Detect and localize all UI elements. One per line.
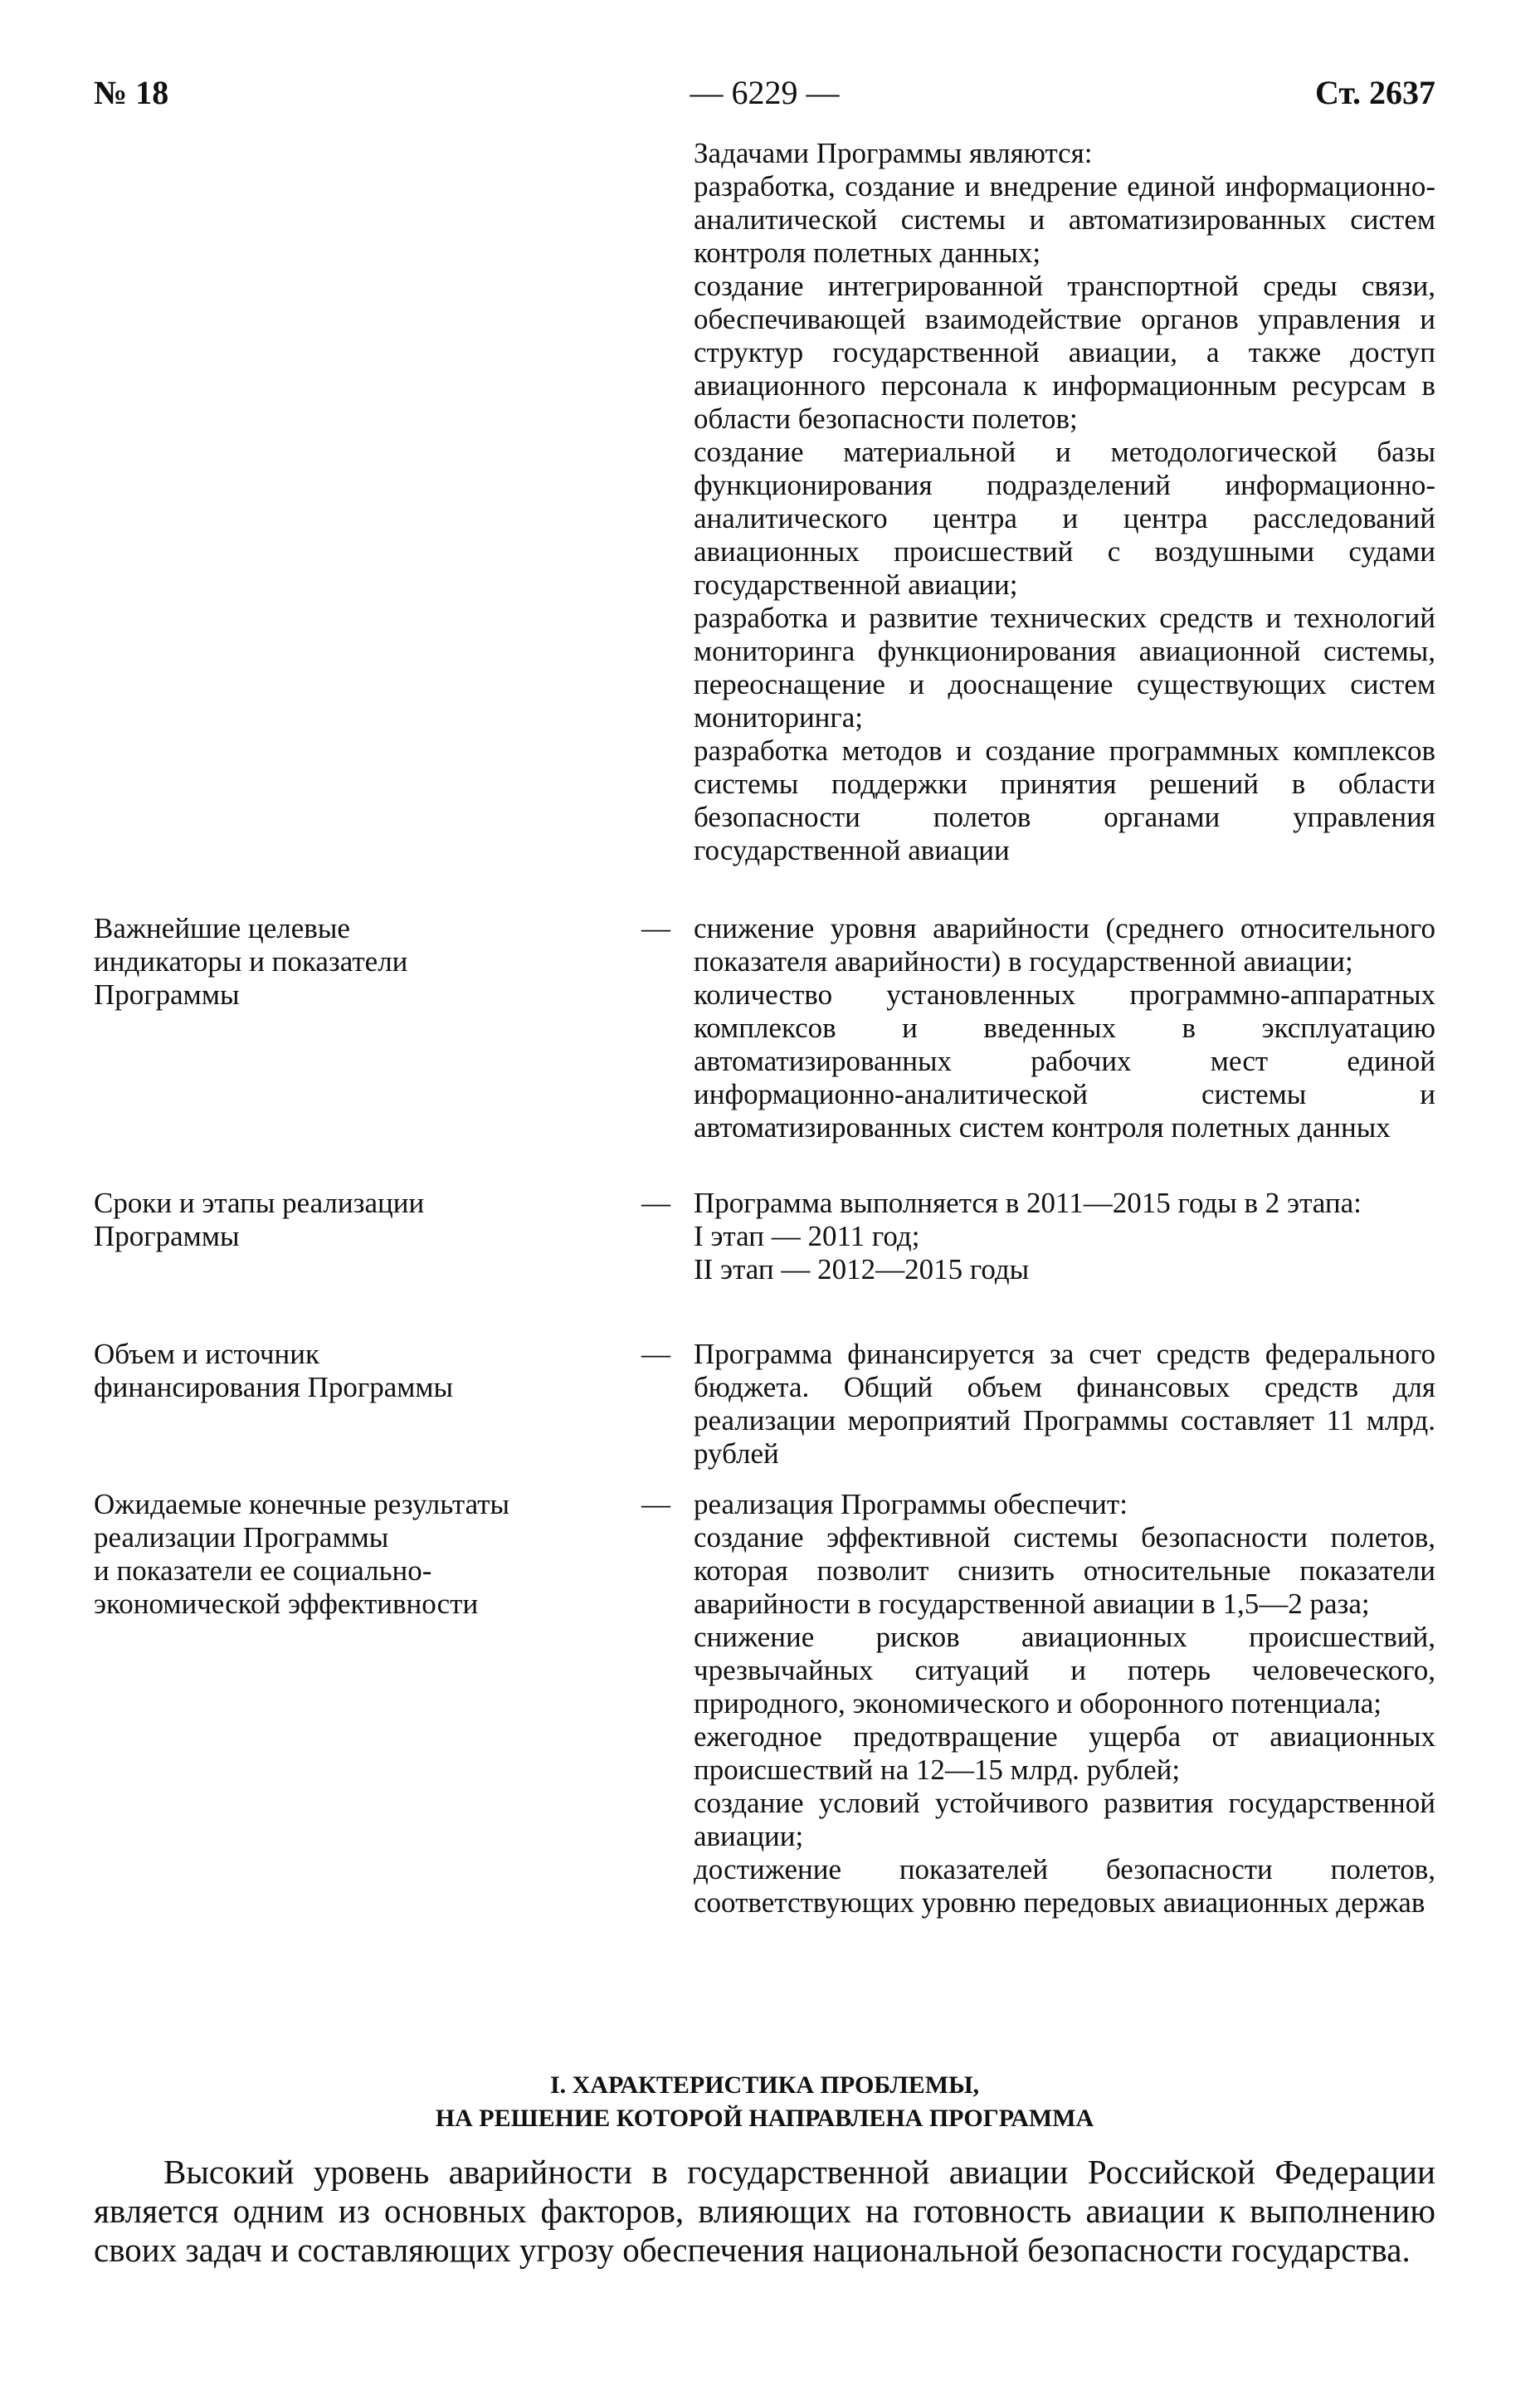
tasks-title: Задачами Программы являются: [694, 137, 1093, 169]
row-dash: — [641, 912, 670, 944]
row-item: создание условий устойчивого развития государственной авиации; [694, 1787, 1435, 1852]
body-paragraph: Высокий уровень аварийности в государственной авиации Российской Федерации является одним из основных факторов, влияющих на готовность авиации к выполнению своих задач и составляющих угрозу обеспечения национальной безопасности государства. [94, 2153, 1435, 2269]
row-item: снижение рисков авиационных происшествий, чрезвычайных ситуаций и потерь человеческого, природного, экономического и оборонного потенциала; [694, 1621, 1435, 1720]
row-item: ежегодное предотвращение ущерба от авиационных происшествий на 12—15 млрд. рублей; [694, 1720, 1435, 1786]
row-dash: — [641, 1187, 670, 1219]
row-item: достижение показателей безопасности полетов, соответствующих уровню передовых авиационных держав [694, 1853, 1435, 1919]
tasks-content [694, 137, 1435, 867]
row-content [694, 1187, 1435, 1286]
article-number: Ст. 2637 [1315, 74, 1435, 111]
row-content [694, 1488, 1435, 1920]
task-item: создание материальной и методологической базы функционирования подразделений информационно-аналитического центра и центра расследований авиационных происшествий с воздушными судами государственной авиации; [694, 436, 1435, 601]
row-item: количество установленных программно-аппаратных комплексов и введенных в эксплуатацию автоматизированных рабочих мест единой информационно-аналитической системы и автоматизированных систем контроля полетных данных [694, 978, 1435, 1144]
task-item: разработка методов и создание программных комплексов системы поддержки принятия решений в области безопасности полетов органами управления государственной авиации [694, 734, 1435, 866]
row-item: II этап — 2012—2015 годы [694, 1253, 1030, 1285]
issue-number: № 18 [94, 74, 169, 111]
page-header [94, 73, 1435, 123]
row-item: Программа выполняется в 2011—2015 годы в 2 этапа: [694, 1187, 1362, 1219]
row-dash: — [641, 1488, 670, 1520]
row-content [694, 1338, 1435, 1471]
row-item: реализация Программы обеспечит: [694, 1488, 1128, 1520]
row-item: Программа финансируется за счет средств федерального бюджета. Общий объем финансовых средств для реализации мероприятий Программы составляет 11 млрд. рублей [694, 1338, 1435, 1470]
row-label: Объем и источник финансирования Программы [94, 1338, 454, 1403]
task-item: создание интегрированной транспортной среды связи, обеспечивающей взаимодействие органов управления и структур государственной авиации, а также доступ авиационного персонала к информационным ресурсам в области безопасности полетов; [694, 270, 1435, 435]
row-dash: — [641, 1338, 670, 1370]
row-label: Ожидаемые конечные результаты реализации Программы и показатели ее социально- экономической эффективности [94, 1488, 510, 1620]
row-item: снижение уровня аварийности (среднего относительного показателя аварийности) в государственной авиации; [694, 912, 1435, 978]
page-number: — 6229 — [690, 74, 840, 111]
row-item: I этап — 2011 год; [694, 1220, 920, 1252]
task-item: разработка, создание и внедрение единой информационно-аналитической системы и автоматизированных систем контроля полетных данных; [694, 170, 1435, 269]
section-heading [94, 2069, 1435, 2135]
row-label: Важнейшие целевые индикаторы и показатели Программы [94, 912, 408, 1011]
section-heading-line: I. ХАРАКТЕРИСТИКА ПРОБЛЕМЫ, [549, 2071, 980, 2099]
row-item: создание эффективной системы безопасности полетов, которая позволит снизить относительные показатели аварийности в государственной авиации в 1,5—2 раза; [694, 1521, 1435, 1620]
row-content [694, 912, 1435, 1144]
task-item: разработка и развитие технических средств и технологий мониторинга функционирования авиационной системы, переоснащение и дооснащение существующих систем мониторинга; [694, 602, 1435, 734]
row-label: Сроки и этапы реализации Программы [94, 1187, 425, 1252]
section-heading-line: НА РЕШЕНИЕ КОТОРОЙ НАПРАВЛЕНА ПРОГРАММА [435, 2105, 1094, 2132]
